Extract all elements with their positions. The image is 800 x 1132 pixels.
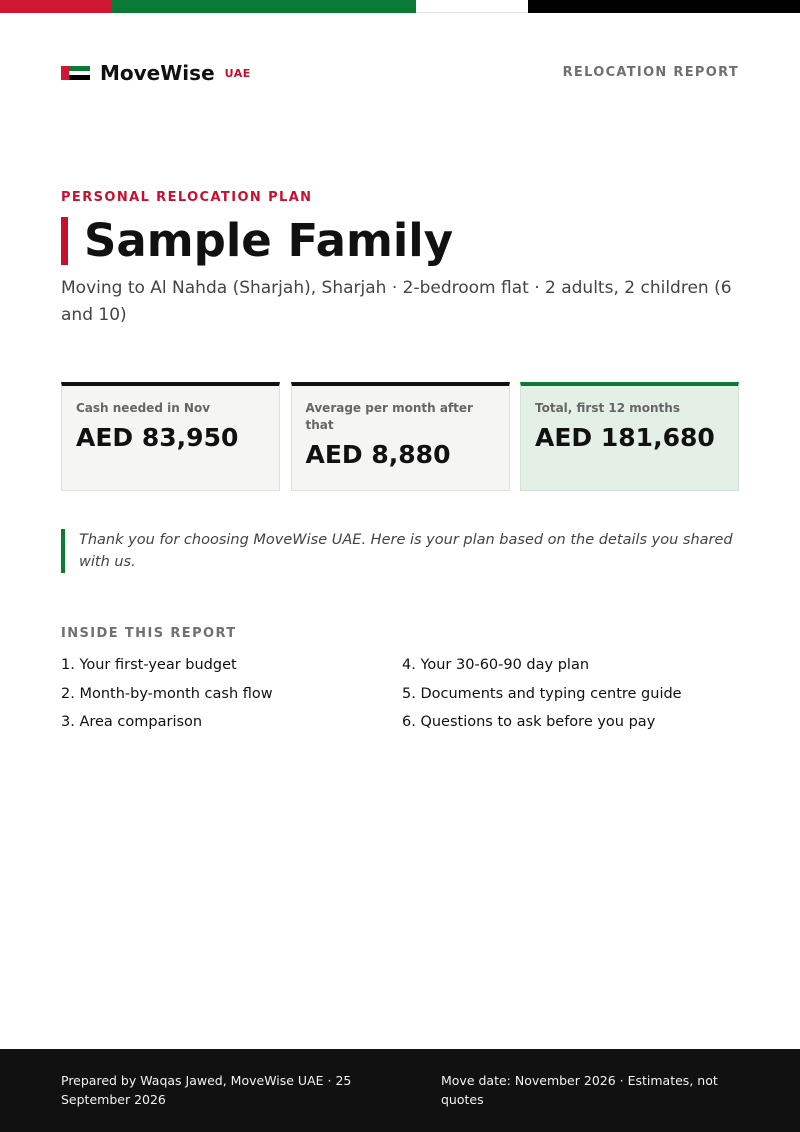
contents-heading: INSIDE THIS REPORT [61, 626, 237, 641]
kpi-card-first-year-total [520, 382, 739, 491]
contents-item: 4. Your 30-60-90 day plan [402, 657, 590, 673]
kpi-card-monthly-average [291, 382, 510, 491]
title-text: Sample Family [84, 214, 454, 267]
footer-prepared-by: Prepared by Waqas Jawed, MoveWise UAE · 25 September 2026 [61, 1073, 352, 1107]
brand-name: MoveWise [100, 61, 215, 85]
kpi-label: Total, first 12 months [535, 401, 680, 415]
kpi-cards [61, 382, 739, 491]
kpi-value: AED 8,880 [305, 440, 451, 469]
flag-bar-green [112, 0, 416, 13]
flag-bar-black [528, 0, 800, 13]
cover-eyebrow: PERSONAL RELOCATION PLAN [61, 190, 313, 205]
page-title [61, 216, 453, 266]
brand-tag: UAE [224, 66, 251, 80]
kpi-card-cash-needed [61, 382, 280, 491]
contents-item: 2. Month-by-month cash flow [61, 686, 273, 702]
title-accent-bar [61, 217, 68, 265]
welcome-note: Thank you for choosing MoveWise UAE. Here is your plan based on the details you shared with us. [61, 529, 739, 573]
flag-bar-white [416, 0, 528, 13]
brand [61, 61, 251, 85]
flag-color-bar [0, 0, 800, 13]
contents-item: 1. Your first-year budget [61, 657, 237, 673]
uae-flag-icon [61, 66, 90, 80]
contents-item: 6. Questions to ask before you pay [402, 714, 656, 730]
document-type: RELOCATION REPORT [562, 65, 739, 80]
flag-bar-red [0, 0, 112, 13]
kpi-value: AED 181,680 [535, 423, 715, 452]
contents-item: 3. Area comparison [61, 714, 203, 730]
kpi-label: Cash needed in Nov [76, 401, 211, 415]
kpi-label: Average per month after that [305, 401, 473, 432]
contents-item: 5. Documents and typing centre guide [402, 686, 682, 702]
kpi-value: AED 83,950 [76, 423, 239, 452]
page-header [61, 61, 739, 89]
cover-subtitle: Moving to Al Nahda (Sharjah), Sharjah · 2-bedroom flat · 2 adults, 2 children (6 and 10) [61, 278, 732, 325]
footer-move-date: Move date: November 2026 · Estimates, not quotes [441, 1073, 718, 1107]
page-footer [0, 1049, 800, 1132]
